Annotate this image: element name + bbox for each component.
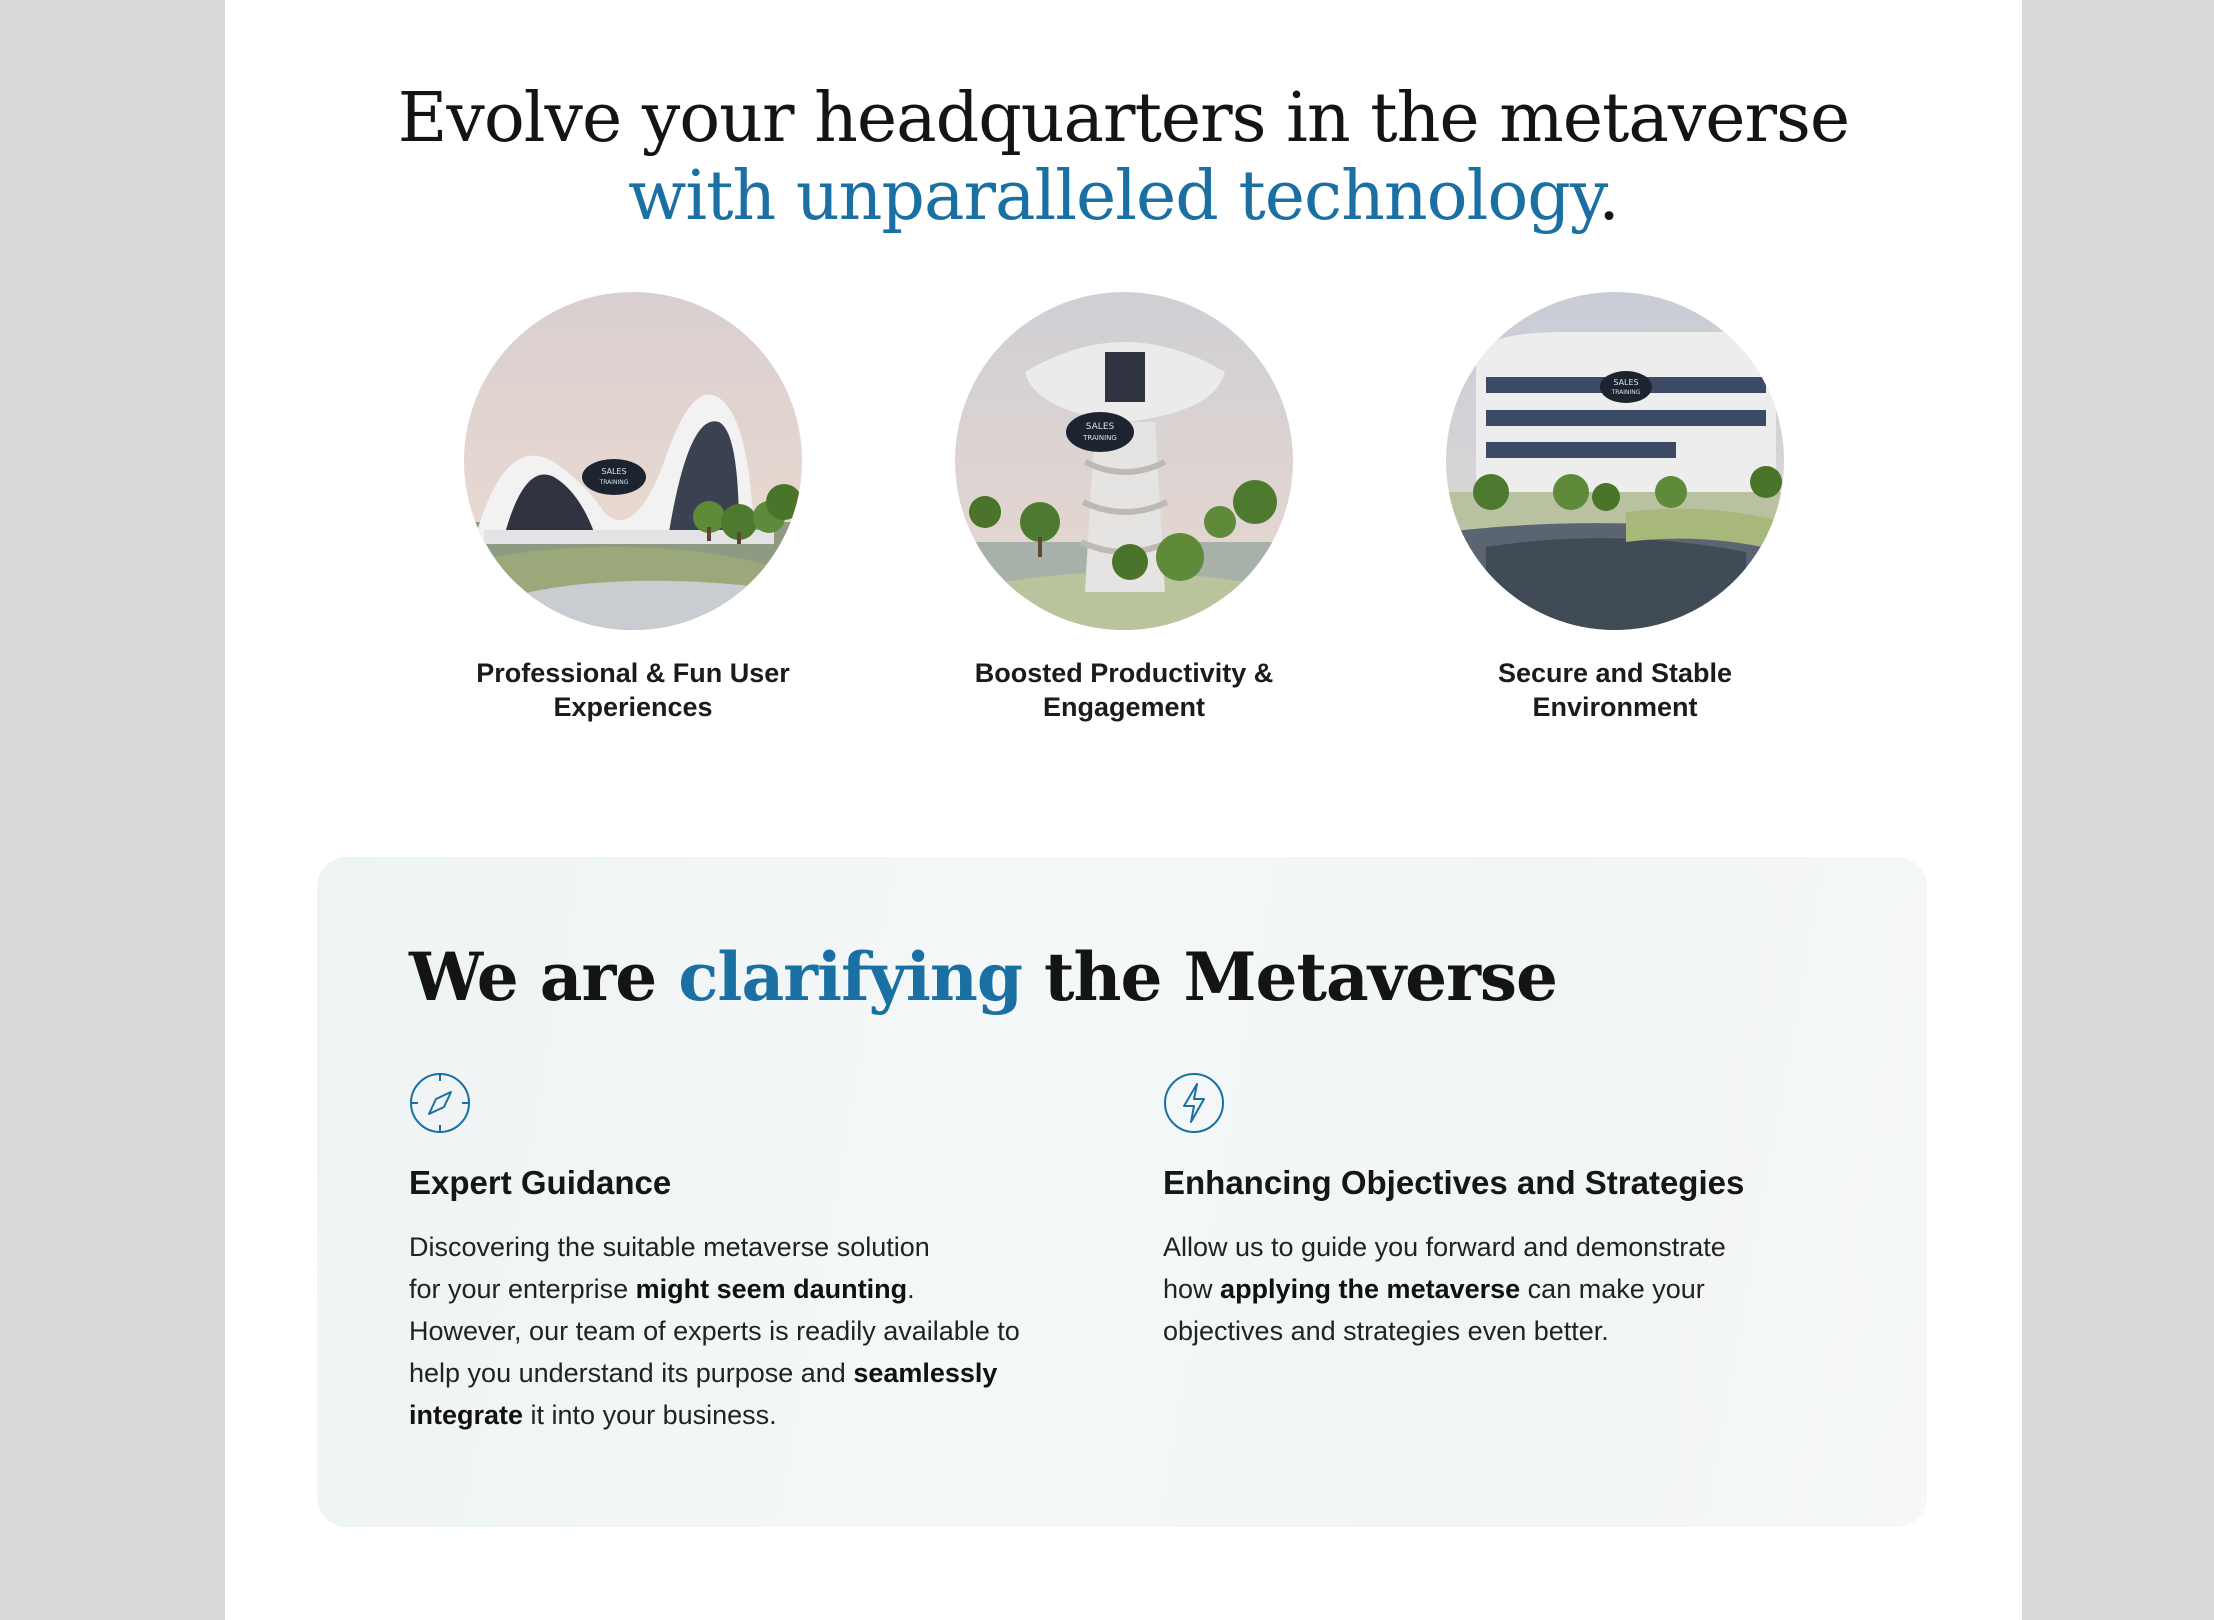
sign-text-2: TRAINING [599, 479, 629, 486]
tower-building-illustration [955, 292, 1293, 630]
lightning-icon [1163, 1072, 1225, 1134]
hero-title-period: . [1598, 157, 1619, 236]
body-text: for your enterprise [409, 1274, 636, 1304]
body-text: how [1163, 1274, 1221, 1304]
body-emphasis: seamlessly [853, 1358, 998, 1388]
body-text: . [907, 1274, 915, 1304]
hero-title [225, 80, 2022, 236]
feature-card-user-experiences [393, 292, 873, 724]
hero-title-accent: with unparalleled technology [628, 157, 1599, 236]
column-heading: Enhancing Objectives and Strategies [1163, 1164, 1745, 1201]
body-text: However, our team of experts is readily available to [409, 1316, 1020, 1346]
panel-title [409, 937, 1557, 1017]
feature-label-line1: Secure and Stable [1497, 658, 1733, 688]
sign-text-1: SALES [1613, 378, 1639, 387]
feature-label-line1: Boosted Productivity & [974, 658, 1274, 688]
compass-icon [409, 1072, 471, 1134]
feature-label-line2: Experiences [553, 692, 713, 722]
sign-text-1: SALES [1085, 422, 1115, 432]
clarifying-panel [317, 857, 1927, 1527]
column-expert-guidance [409, 1072, 1109, 1436]
column-objectives-strategies [1163, 1072, 1863, 1352]
panel-title-post: the Metaverse [1022, 938, 1558, 1016]
body-text: can make your [1520, 1274, 1705, 1304]
body-text: it into your business. [523, 1400, 777, 1430]
feature-image-tower-building [955, 292, 1293, 630]
hero-title-line1: Evolve your headquarters in the metaverse [397, 79, 1850, 158]
body-text: Discovering the suitable metaverse solution [409, 1232, 930, 1262]
body-emphasis: might seem daunting [635, 1274, 908, 1304]
body-text: Allow us to guide you forward and demonstrate [1163, 1232, 1726, 1262]
panel-title-accent: clarifying [678, 938, 1023, 1016]
page [225, 0, 2022, 1620]
feature-label-line1: Professional & Fun User [476, 658, 790, 688]
sign-text-2: TRAINING [1611, 389, 1641, 396]
feature-label-line2: Engagement [1042, 692, 1206, 722]
column-heading: Expert Guidance [409, 1164, 672, 1201]
feature-label-line2: Environment [1532, 692, 1698, 722]
feature-label [884, 656, 1364, 724]
feature-card-secure-environment [1375, 292, 1855, 724]
sign-text-2: TRAINING [1083, 434, 1117, 442]
sign-text-1: SALES [601, 467, 627, 476]
panel-title-pre: We are [409, 938, 679, 1016]
body-emphasis: applying the metaverse [1220, 1274, 1521, 1304]
features-row [225, 292, 2022, 752]
feature-image-wave-building [464, 292, 802, 630]
wave-building-illustration [464, 292, 802, 630]
body-text: help you understand its purpose and [409, 1358, 854, 1388]
column-body [1163, 1226, 1863, 1352]
body-text: objectives and strategies even better. [1163, 1316, 1609, 1346]
feature-label [1375, 656, 1855, 724]
column-body [409, 1226, 1109, 1436]
body-emphasis: integrate [409, 1400, 524, 1430]
feature-card-productivity [884, 292, 1364, 724]
office-building-illustration [1446, 292, 1784, 630]
feature-label [393, 656, 873, 724]
feature-image-office-building [1446, 292, 1784, 630]
